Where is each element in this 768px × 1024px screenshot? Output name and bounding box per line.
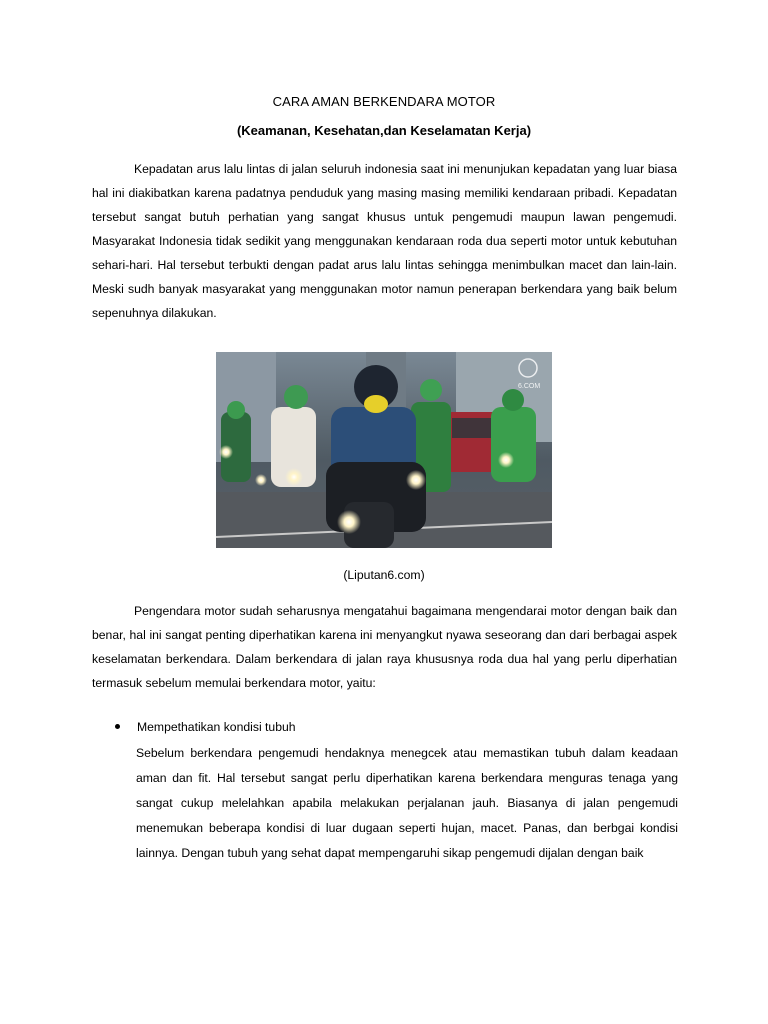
image-caption: (Liputan6.com)	[343, 568, 425, 582]
motorcycle-traffic-photo	[216, 352, 552, 548]
paragraph-intro: Kepadatan arus lalu lintas di jalan seluruh indonesia saat ini menunjukan kepadatan yang luar biasa hal ini diakibatkan karena padatnya penduduk yang masing masing memiliki kendaraan pribadi. Kepadatan tersebut sangat butuh perhatian yang sangat khusus untuk pengemudi maupun lawan pengemudi. Masyarakat Indonesia tidak sedikit yang menggunakan kendaraan roda dua seperti motor untuk kebutuhan sehari-hari. Hal tersebut terbukti dengan padat arus lalu lintas sehingga menimbulkan macet dan lain-lain. Meski sudh banyak masyarakat yang menggunakan motor namun penerapan berkendara yang baik belum sepenuhnya dilakukan.	[92, 162, 677, 320]
bullet-item	[115, 719, 296, 735]
bullet-paragraph: Sebelum berkendara pengemudi hendaknya menegcek atau memastikan tubuh dalam keadaan aman dan fit. Hal tersebut sangat perlu diperhatikan karena berkendara menguras tenaga yang sangat cukup melelahkan apabila melakukan perjalanan jauh. Biasanya di jalan pengemudi menemukan beberapa kondisi di luar dugaan seperti hujan, macet. Panas, dan berbgai kondisi lainnya. Dengan tubuh yang sehat dapat mempengaruhi sikap pengemudi dijalan dengan baik	[136, 746, 678, 860]
image-watermark: 6.COM	[518, 383, 541, 390]
paragraph-riders: Pengendara motor sudah seharusnya mengatahui bagaimana mengendarai motor dengan baik dan benar, hal ini sangat penting diperhatikan karena ini menyangkut nyawa seseorang dan dari berbagai aspek keselamatan berkendara. Dalam berkendara di jalan raya khususnya roda dua hal yang perlu diperhatian termasuk sebelum memulai berkendara motor, yaitu:	[92, 604, 677, 690]
bullet-heading: Mempethatikan kondisi tubuh	[137, 720, 296, 734]
document-subtitle: (Keamanan, Kesehatan,dan Keselamatan Kerja)	[236, 123, 532, 138]
bullet-dot-icon	[115, 724, 120, 729]
document-title: CARA AMAN BERKENDARA MOTOR	[272, 94, 496, 109]
